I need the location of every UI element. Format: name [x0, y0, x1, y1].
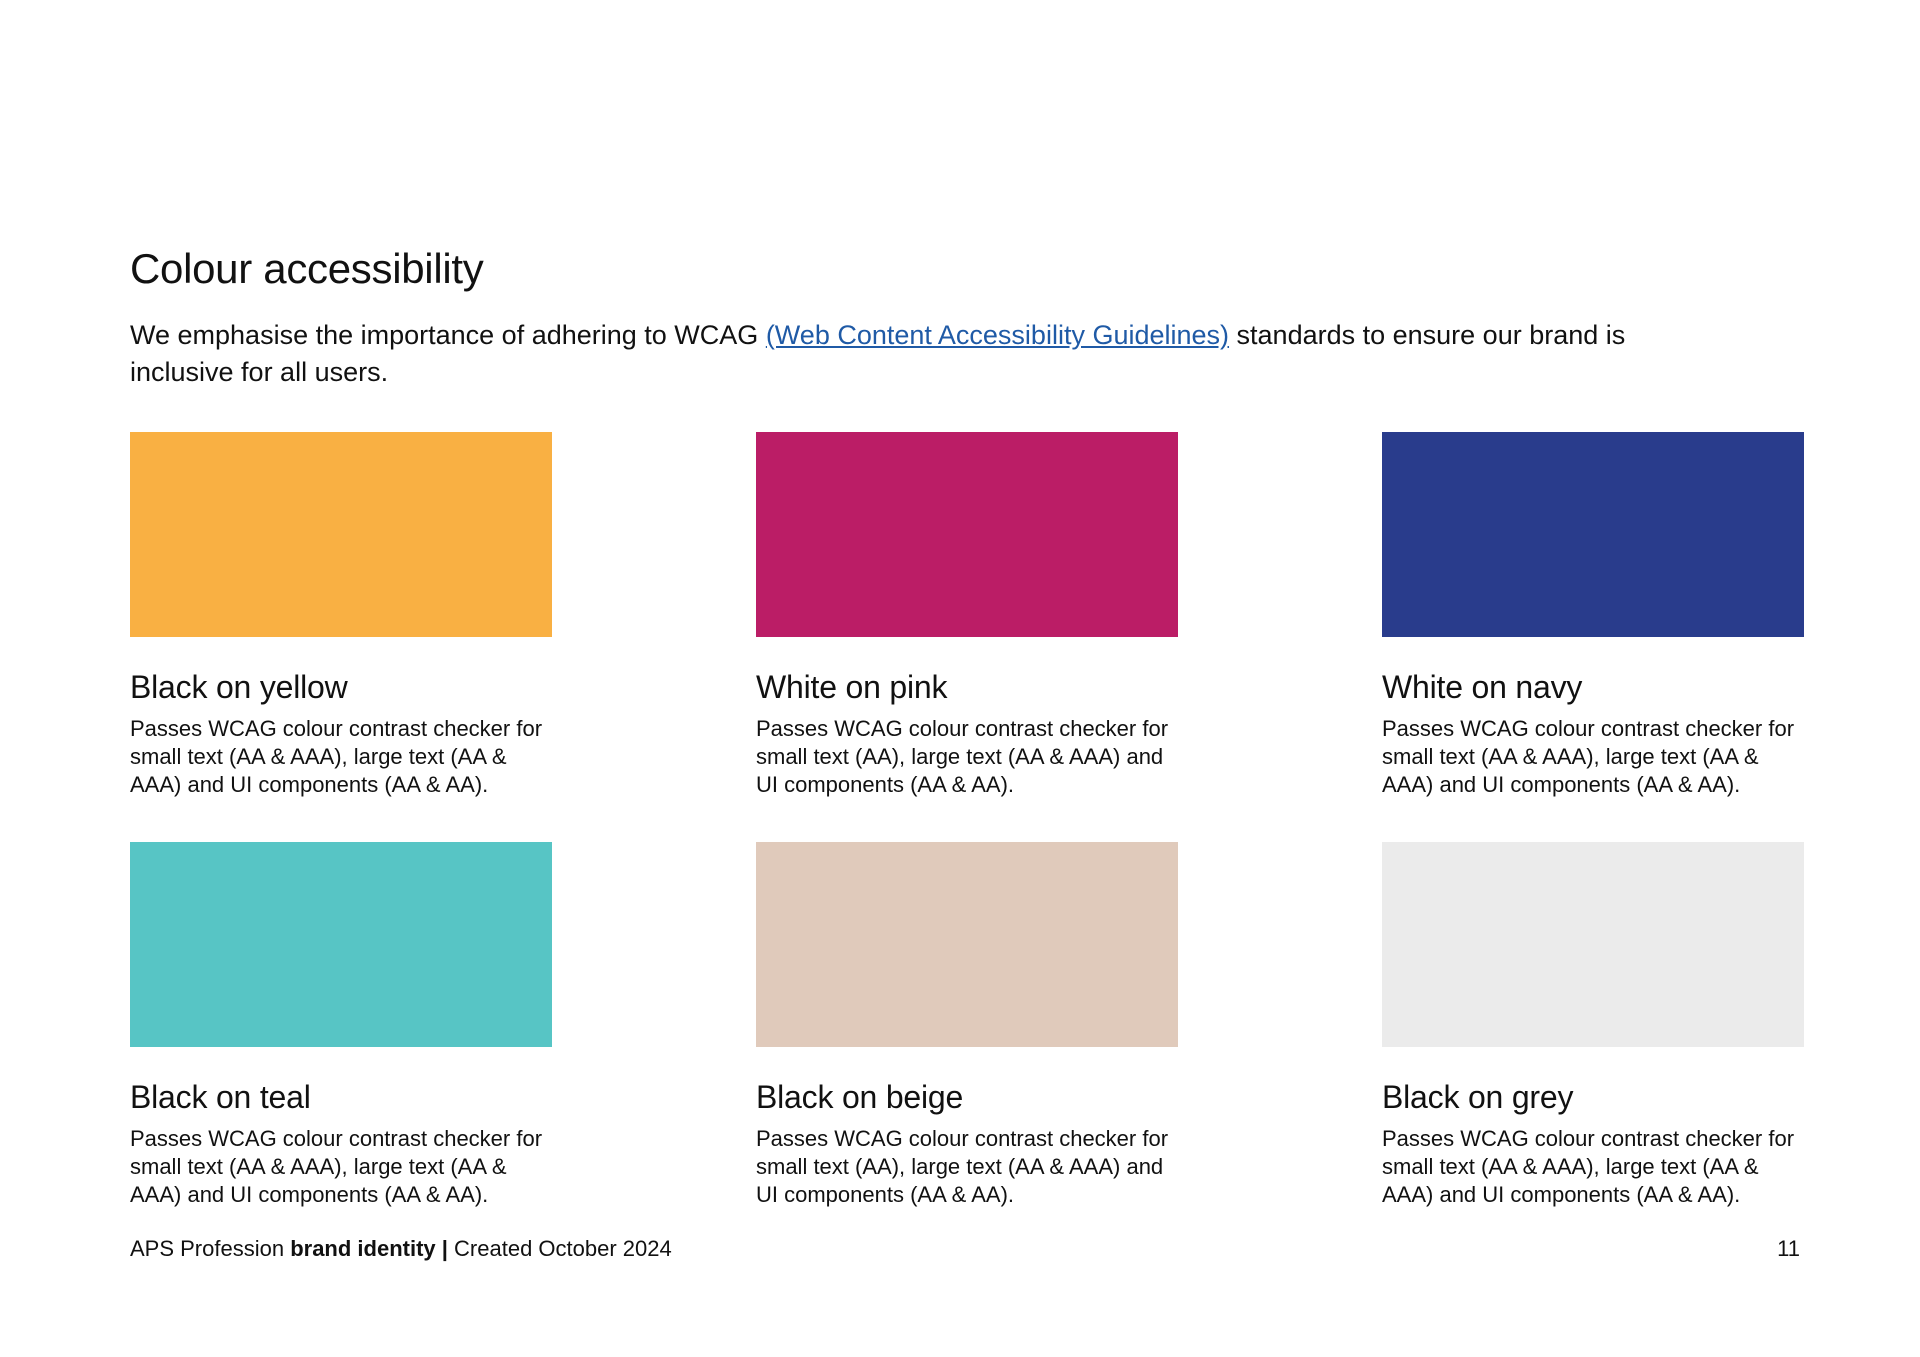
- page-number: 11: [1777, 1236, 1800, 1261]
- swatch-card-teal: [130, 842, 552, 1209]
- colour-swatch-yellow: [130, 432, 552, 637]
- swatch-title-navy: White on navy: [1382, 669, 1583, 705]
- swatch-title-grey: Black on grey: [1382, 1079, 1574, 1115]
- wcag-guidelines-link[interactable]: (Web Content Accessibility Guidelines): [765, 320, 1230, 350]
- swatch-title-yellow: Black on yellow: [130, 669, 348, 705]
- swatch-description-teal: Passes WCAG colour contrast checker for small text (AA & AAA), large text (AA & AAA) and UI components (AA & AA).: [130, 1126, 543, 1207]
- colour-swatch-teal: [130, 842, 552, 1047]
- footer-separator: |: [435, 1236, 455, 1261]
- footer-doc-name: brand identity: [290, 1236, 436, 1261]
- swatch-card-yellow: [130, 432, 552, 799]
- page-title: Colour accessibility: [130, 245, 484, 292]
- swatch-description-pink: Passes WCAG colour contrast checker for small text (AA), large text (AA & AAA) and UI components (AA & AA).: [756, 716, 1169, 797]
- swatch-description-beige: Passes WCAG colour contrast checker for small text (AA), large text (AA & AAA) and UI components (AA & AA).: [756, 1126, 1169, 1207]
- swatch-card-beige: [756, 842, 1178, 1209]
- swatch-title-teal: Black on teal: [130, 1079, 311, 1115]
- swatch-description-yellow: Passes WCAG colour contrast checker for small text (AA & AAA), large text (AA & AAA) and UI components (AA & AA).: [130, 716, 543, 797]
- footer-credit: [130, 1236, 672, 1262]
- colour-swatch-navy: [1382, 432, 1804, 637]
- swatch-card-pink: [756, 432, 1178, 799]
- swatch-title-pink: White on pink: [756, 669, 948, 705]
- swatch-title-beige: Black on beige: [756, 1079, 964, 1115]
- colour-swatch-pink: [756, 432, 1178, 637]
- swatch-card-navy: [1382, 432, 1804, 799]
- swatch-description-navy: Passes WCAG colour contrast checker for small text (AA & AAA), large text (AA & AAA) and UI components (AA & AA).: [1382, 716, 1795, 797]
- swatch-description-grey: Passes WCAG colour contrast checker for small text (AA & AAA), large text (AA & AAA) and UI components (AA & AA).: [1382, 1126, 1795, 1207]
- footer-org: APS Profession: [130, 1236, 291, 1261]
- intro-text-after: standards to ensure our brand is inclusive for all users.: [130, 320, 1626, 387]
- colour-swatch-grey: [1382, 842, 1804, 1047]
- swatch-card-grey: [1382, 842, 1804, 1209]
- intro-text-before: We emphasise the importance of adhering to WCAG: [130, 320, 766, 350]
- colour-swatch-beige: [756, 842, 1178, 1047]
- intro-paragraph: [130, 317, 1650, 391]
- footer-created-date: Created October 2024: [454, 1236, 672, 1261]
